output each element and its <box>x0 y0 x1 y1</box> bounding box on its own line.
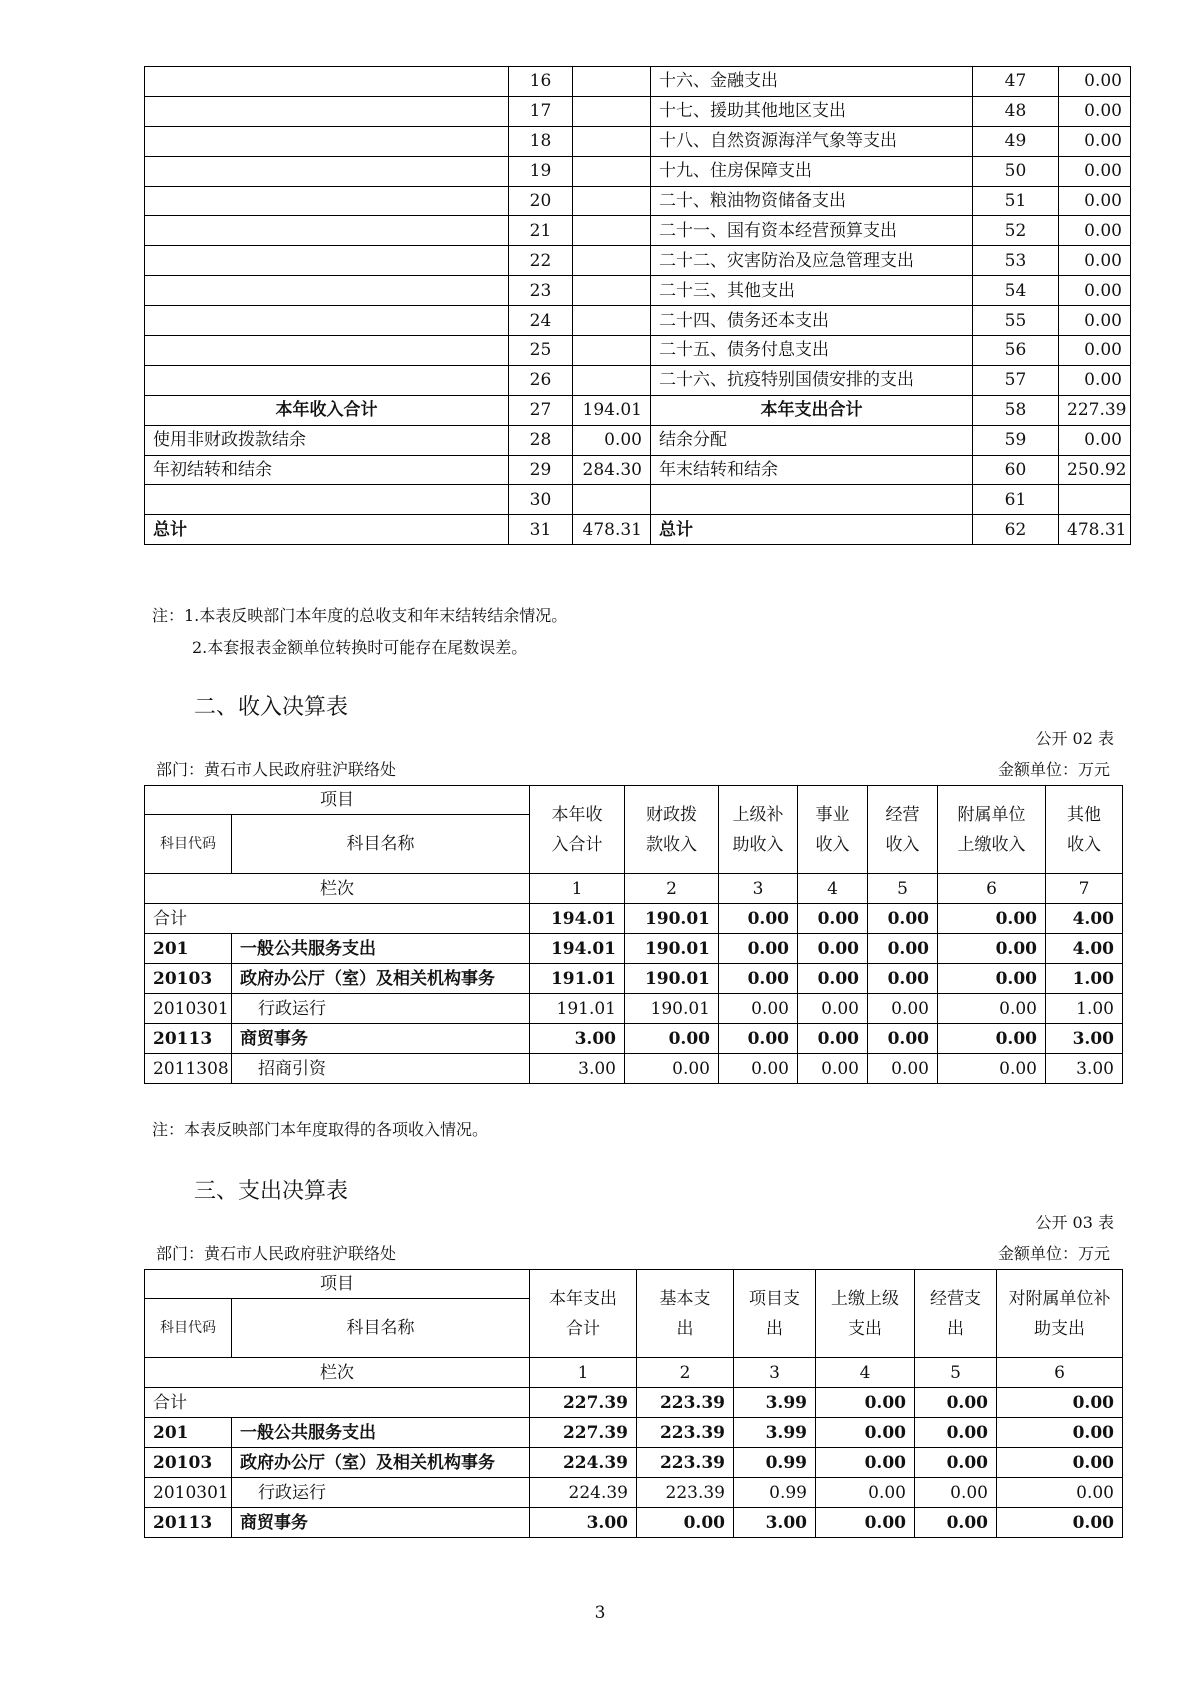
subject-code: 2011308 <box>145 1054 232 1084</box>
amount-cell: 0.00 <box>915 1418 997 1448</box>
expense-item-label: 结余分配 <box>651 425 973 455</box>
table-row <box>145 934 1123 964</box>
income-item-label <box>145 306 509 336</box>
column-header <box>816 1270 915 1358</box>
column-header-line-1: 附属单位 <box>957 804 1026 825</box>
column-number-label: 栏次 <box>145 1358 530 1388</box>
section3-title: 三、支出决算表 <box>194 1179 349 1204</box>
column-number: 2 <box>637 1358 734 1388</box>
column-header-line-2: 支出 <box>848 1318 882 1339</box>
column-header-line-1: 其他 <box>1067 804 1101 825</box>
column-header-line-2: 出 <box>676 1318 694 1339</box>
column-header-line-1: 财政拨 <box>646 804 697 825</box>
column-number-row <box>145 1358 1123 1388</box>
table-row <box>145 246 1131 276</box>
column-header <box>734 1270 816 1358</box>
income-item-label: 年初结转和结余 <box>145 455 509 485</box>
income-line-number: 30 <box>509 485 573 515</box>
expense-item-label: 二十三、其他支出 <box>651 276 973 306</box>
amount-cell: 191.01 <box>530 964 625 994</box>
table-row <box>145 1448 1123 1478</box>
amount-cell: 224.39 <box>530 1478 637 1508</box>
income-amount <box>573 126 651 156</box>
table-row <box>145 96 1131 126</box>
column-header-line-1: 基本支 <box>659 1288 711 1309</box>
expense-line-number: 51 <box>973 186 1059 216</box>
amount-cell: 3.00 <box>530 1024 625 1054</box>
column-number: 1 <box>530 874 625 904</box>
income-amount <box>573 336 651 366</box>
column-header <box>1046 786 1123 874</box>
column-number: 3 <box>719 874 798 904</box>
table-row <box>145 425 1131 455</box>
table-row <box>145 1054 1123 1084</box>
expense-amount: 0.00 <box>1059 425 1131 455</box>
income-amount: 478.31 <box>573 515 651 545</box>
table-row <box>145 156 1131 186</box>
table-row <box>145 1508 1123 1538</box>
income-line-number: 31 <box>509 515 573 545</box>
amount-cell: 0.00 <box>816 1388 915 1418</box>
expense-line-number: 47 <box>973 67 1059 97</box>
subject-code: 2010301 <box>145 1478 232 1508</box>
expense-line-number: 55 <box>973 306 1059 336</box>
amount-cell: 3.00 <box>1046 1054 1123 1084</box>
amount-cell: 0.00 <box>938 964 1046 994</box>
column-header <box>530 786 625 874</box>
amount-cell: 0.00 <box>719 964 798 994</box>
expense-item-label: 本年支出合计 <box>651 395 973 425</box>
column-header-line-2: 助收入 <box>732 834 784 855</box>
income-line-number: 18 <box>509 126 573 156</box>
expense-line-number: 50 <box>973 156 1059 186</box>
income-item-label <box>145 96 509 126</box>
amount-cell: 190.01 <box>625 994 719 1024</box>
amount-cell: 190.01 <box>625 934 719 964</box>
table-row <box>145 126 1131 156</box>
amount-cell: 223.39 <box>637 1418 734 1448</box>
amount-cell: 0.00 <box>997 1388 1123 1418</box>
subject-code: 201 <box>145 1418 232 1448</box>
column-header-line-1: 经营支 <box>930 1288 981 1309</box>
section3-department: 部门：黄石市人民政府驻沪联络处 <box>156 1244 397 1263</box>
amount-cell: 0.99 <box>734 1478 816 1508</box>
income-amount <box>573 365 651 395</box>
section2-unit: 金额单位：万元 <box>997 760 1110 779</box>
column-header-line-2: 入合计 <box>551 834 603 855</box>
amount-cell: 0.00 <box>868 1054 938 1084</box>
expense-line-number: 48 <box>973 96 1059 126</box>
amount-cell: 3.00 <box>734 1508 816 1538</box>
table-row <box>145 994 1123 1024</box>
amount-cell: 224.39 <box>530 1448 637 1478</box>
income-item-label <box>145 365 509 395</box>
column-header-line-1: 上缴上级 <box>831 1288 899 1309</box>
income-item-label <box>145 485 509 515</box>
table-row <box>145 365 1131 395</box>
expense-item-label: 二十五、债务付息支出 <box>651 336 973 366</box>
table-row <box>145 395 1131 425</box>
amount-cell: 0.00 <box>625 1054 719 1084</box>
income-item-label <box>145 216 509 246</box>
amount-cell: 0.00 <box>915 1478 997 1508</box>
expense-amount: 0.00 <box>1059 306 1131 336</box>
subject-name: 商贸事务 <box>232 1508 530 1538</box>
income-item-label <box>145 186 509 216</box>
income-line-number: 17 <box>509 96 573 126</box>
amount-cell: 0.00 <box>719 994 798 1024</box>
section2-note: 注：本表反映部门本年度取得的各项收入情况。 <box>152 1120 489 1139</box>
column-header-line-2: 收入 <box>1067 834 1101 855</box>
income-item-label <box>145 336 509 366</box>
income-item-label: 使用非财政拨款结余 <box>145 425 509 455</box>
table-row <box>145 186 1131 216</box>
subject-name: 行政运行 <box>232 1478 530 1508</box>
amount-cell: 0.00 <box>938 934 1046 964</box>
amount-cell: 3.00 <box>1046 1024 1123 1054</box>
header-subject-code: 科目代码 <box>145 1299 232 1358</box>
expense-item-label: 十七、援助其他地区支出 <box>651 96 973 126</box>
column-header-line-2: 出 <box>947 1318 964 1339</box>
expense-amount: 0.00 <box>1059 156 1131 186</box>
amount-cell: 0.00 <box>915 1388 997 1418</box>
income-amount <box>573 186 651 216</box>
amount-cell: 227.39 <box>530 1418 637 1448</box>
column-header <box>915 1270 997 1358</box>
income-amount <box>573 96 651 126</box>
income-line-number: 24 <box>509 306 573 336</box>
table-row <box>145 216 1131 246</box>
expense-line-number: 58 <box>973 395 1059 425</box>
column-header <box>719 786 798 874</box>
amount-cell: 0.00 <box>997 1418 1123 1448</box>
amount-cell: 227.39 <box>530 1388 637 1418</box>
subject-name: 政府办公厅（室）及相关机构事务 <box>232 1448 530 1478</box>
column-header <box>637 1270 734 1358</box>
amount-cell: 0.00 <box>719 1024 798 1054</box>
income-line-number: 26 <box>509 365 573 395</box>
expense-amount: 478.31 <box>1059 515 1131 545</box>
column-number: 6 <box>997 1358 1123 1388</box>
amount-cell: 0.00 <box>997 1448 1123 1478</box>
income-item-label <box>145 126 509 156</box>
expense-amount: 0.00 <box>1059 126 1131 156</box>
amount-cell: 0.00 <box>997 1508 1123 1538</box>
income-amount: 194.01 <box>573 395 651 425</box>
expense-line-number: 61 <box>973 485 1059 515</box>
income-item-label <box>145 67 509 97</box>
column-number: 5 <box>915 1358 997 1388</box>
column-header-line-2: 上缴收入 <box>957 834 1026 855</box>
amount-cell: 0.00 <box>868 934 938 964</box>
amount-cell: 0.00 <box>915 1448 997 1478</box>
expense-item-label <box>651 485 973 515</box>
column-number: 3 <box>734 1358 816 1388</box>
amount-cell: 0.00 <box>938 1024 1046 1054</box>
income-amount <box>573 216 651 246</box>
table-row <box>145 276 1131 306</box>
subject-name: 一般公共服务支出 <box>232 934 530 964</box>
column-header-line-1: 经营 <box>885 804 920 825</box>
column-number: 2 <box>625 874 719 904</box>
amount-cell: 223.39 <box>637 1448 734 1478</box>
income-line-number: 27 <box>509 395 573 425</box>
expense-line-number: 57 <box>973 365 1059 395</box>
subject-name: 行政运行 <box>232 994 530 1024</box>
column-header <box>997 1270 1123 1358</box>
table-row <box>145 455 1131 485</box>
amount-cell: 0.00 <box>719 904 798 934</box>
expense-line-number: 62 <box>973 515 1059 545</box>
subject-name: 一般公共服务支出 <box>232 1418 530 1448</box>
amount-cell: 0.00 <box>798 1024 868 1054</box>
expense-item-label: 二十六、抗疫特别国债安排的支出 <box>651 365 973 395</box>
amount-cell: 0.00 <box>719 934 798 964</box>
table-row <box>145 1388 1123 1418</box>
table-row <box>145 1478 1123 1508</box>
amount-cell: 194.01 <box>530 904 625 934</box>
column-number: 4 <box>798 874 868 904</box>
income-line-number: 29 <box>509 455 573 485</box>
table-row <box>145 67 1131 97</box>
income-amount <box>573 246 651 276</box>
expense-line-number: 59 <box>973 425 1059 455</box>
header-item: 项目 <box>145 1270 530 1299</box>
income-item-label <box>145 246 509 276</box>
income-amount <box>573 306 651 336</box>
amount-cell: 0.00 <box>997 1478 1123 1508</box>
table-row <box>145 1418 1123 1448</box>
amount-cell: 0.99 <box>734 1448 816 1478</box>
expense-amount: 0.00 <box>1059 246 1131 276</box>
income-amount <box>573 67 651 97</box>
income-line-number: 25 <box>509 336 573 366</box>
table-row <box>145 1024 1123 1054</box>
amount-cell: 223.39 <box>637 1388 734 1418</box>
income-item-label: 本年收入合计 <box>145 395 509 425</box>
income-item-label <box>145 156 509 186</box>
expense-item-label: 十九、住房保障支出 <box>651 156 973 186</box>
header-subject-name: 科目名称 <box>232 815 530 874</box>
column-number: 7 <box>1046 874 1123 904</box>
income-amount: 284.30 <box>573 455 651 485</box>
subject-code: 20113 <box>145 1508 232 1538</box>
expense-line-number: 60 <box>973 455 1059 485</box>
subject-name: 政府办公厅（室）及相关机构事务 <box>232 964 530 994</box>
amount-cell: 1.00 <box>1046 994 1123 1024</box>
expense-item-label: 二十、粮油物资储备支出 <box>651 186 973 216</box>
expense-amount <box>1059 485 1131 515</box>
expense-item-label: 二十二、灾害防治及应急管理支出 <box>651 246 973 276</box>
income-expense-summary-table <box>144 66 1131 545</box>
section2-department: 部门：黄石市人民政府驻沪联络处 <box>156 760 397 779</box>
column-header-line-1: 上级补 <box>732 804 784 825</box>
expenditure-settlement-table <box>144 1269 1123 1538</box>
table-row <box>145 306 1131 336</box>
expense-item-label: 十六、金融支出 <box>651 67 973 97</box>
header-item: 项目 <box>145 786 530 815</box>
income-line-number: 16 <box>509 67 573 97</box>
amount-cell: 190.01 <box>625 904 719 934</box>
amount-cell: 0.00 <box>816 1418 915 1448</box>
column-number: 5 <box>868 874 938 904</box>
table-row <box>145 904 1123 934</box>
subject-code: 20103 <box>145 1448 232 1478</box>
subject-code: 20113 <box>145 1024 232 1054</box>
subject-code: 201 <box>145 934 232 964</box>
income-line-number: 23 <box>509 276 573 306</box>
income-line-number: 19 <box>509 156 573 186</box>
column-header-line-2: 合计 <box>566 1318 600 1339</box>
amount-cell: 0.00 <box>798 1054 868 1084</box>
table1-note-1: 注：1.本表反映部门本年度的总收支和年末结转结余情况。 <box>152 606 568 625</box>
amount-cell: 0.00 <box>798 904 868 934</box>
column-header-line-2: 收入 <box>815 834 850 855</box>
income-line-number: 21 <box>509 216 573 246</box>
amount-cell: 0.00 <box>868 994 938 1024</box>
amount-cell: 223.39 <box>637 1478 734 1508</box>
section2-table-code: 公开 02 表 <box>1035 729 1114 748</box>
expense-line-number: 56 <box>973 336 1059 366</box>
income-amount <box>573 156 651 186</box>
column-header <box>868 786 938 874</box>
amount-cell: 3.00 <box>530 1508 637 1538</box>
page-number: 3 <box>594 1603 606 1623</box>
amount-cell: 0.00 <box>868 1024 938 1054</box>
expense-item-label: 二十一、国有资本经营预算支出 <box>651 216 973 246</box>
column-header-line-2: 款收入 <box>646 834 697 855</box>
expense-amount: 227.39 <box>1059 395 1131 425</box>
expense-line-number: 53 <box>973 246 1059 276</box>
column-number-row <box>145 874 1123 904</box>
subject-code: 2010301 <box>145 994 232 1024</box>
income-amount <box>573 276 651 306</box>
expense-amount: 250.92 <box>1059 455 1131 485</box>
expense-amount: 0.00 <box>1059 186 1131 216</box>
column-number: 1 <box>530 1358 637 1388</box>
income-settlement-table <box>144 785 1123 1084</box>
amount-cell: 0.00 <box>637 1508 734 1538</box>
section2-title: 二、收入决算表 <box>194 695 349 720</box>
table-row <box>145 515 1131 545</box>
amount-cell: 0.00 <box>625 1024 719 1054</box>
amount-cell: 0.00 <box>868 904 938 934</box>
amount-cell: 191.01 <box>530 994 625 1024</box>
column-header-line-2: 助支出 <box>1034 1318 1085 1339</box>
table-row <box>145 336 1131 366</box>
column-header-line-2: 出 <box>766 1318 783 1339</box>
column-number: 6 <box>938 874 1046 904</box>
header-subject-name: 科目名称 <box>232 1299 530 1358</box>
amount-cell: 3.00 <box>530 1054 625 1084</box>
income-line-number: 22 <box>509 246 573 276</box>
amount-cell: 0.00 <box>938 904 1046 934</box>
amount-cell: 3.99 <box>734 1418 816 1448</box>
expense-line-number: 52 <box>973 216 1059 246</box>
amount-cell: 0.00 <box>868 964 938 994</box>
column-number: 4 <box>816 1358 915 1388</box>
column-header-line-1: 对附属单位补 <box>1008 1288 1111 1309</box>
expense-amount: 0.00 <box>1059 67 1131 97</box>
column-header-line-1: 本年支出 <box>549 1288 617 1309</box>
section3-table-code: 公开 03 表 <box>1035 1213 1114 1232</box>
table-row <box>145 964 1123 994</box>
section3-unit: 金额单位：万元 <box>997 1244 1110 1263</box>
expense-amount: 0.00 <box>1059 365 1131 395</box>
expense-amount: 0.00 <box>1059 216 1131 246</box>
expense-line-number: 54 <box>973 276 1059 306</box>
column-header-line-1: 项目支 <box>749 1288 800 1309</box>
amount-cell: 0.00 <box>816 1508 915 1538</box>
table-row <box>145 485 1131 515</box>
column-header-line-2: 收入 <box>885 834 920 855</box>
amount-cell: 0.00 <box>915 1508 997 1538</box>
expense-amount: 0.00 <box>1059 96 1131 126</box>
subject-name: 招商引资 <box>232 1054 530 1084</box>
column-header-line-1: 事业 <box>815 804 850 825</box>
amount-cell: 194.01 <box>530 934 625 964</box>
expense-item-label: 总计 <box>651 515 973 545</box>
amount-cell: 0.00 <box>719 1054 798 1084</box>
expense-item-label: 年末结转和结余 <box>651 455 973 485</box>
income-amount <box>573 485 651 515</box>
amount-cell: 3.99 <box>734 1388 816 1418</box>
amount-cell: 0.00 <box>938 1054 1046 1084</box>
subject-code: 20103 <box>145 964 232 994</box>
amount-cell: 4.00 <box>1046 904 1123 934</box>
expense-amount: 0.00 <box>1059 276 1131 306</box>
column-number-label: 栏次 <box>145 874 530 904</box>
income-item-label <box>145 276 509 306</box>
column-header-line-1: 本年收 <box>551 804 603 825</box>
income-amount: 0.00 <box>573 425 651 455</box>
column-header <box>938 786 1046 874</box>
table-header-row <box>145 1270 1123 1299</box>
amount-cell: 4.00 <box>1046 934 1123 964</box>
expense-line-number: 49 <box>973 126 1059 156</box>
column-header <box>530 1270 637 1358</box>
table-header-row <box>145 786 1123 815</box>
income-line-number: 28 <box>509 425 573 455</box>
table1-note-2: 2.本套报表金额单位转换时可能存在尾数误差。 <box>192 638 528 657</box>
amount-cell: 0.00 <box>816 1448 915 1478</box>
amount-cell: 0.00 <box>938 994 1046 1024</box>
amount-cell: 0.00 <box>798 994 868 1024</box>
expense-item-label: 二十四、债务还本支出 <box>651 306 973 336</box>
subject-code: 合计 <box>145 1388 530 1418</box>
column-header <box>625 786 719 874</box>
expense-amount: 0.00 <box>1059 336 1131 366</box>
income-line-number: 20 <box>509 186 573 216</box>
amount-cell: 0.00 <box>798 934 868 964</box>
amount-cell: 190.01 <box>625 964 719 994</box>
income-item-label: 总计 <box>145 515 509 545</box>
subject-code: 合计 <box>145 904 530 934</box>
amount-cell: 1.00 <box>1046 964 1123 994</box>
header-subject-code: 科目代码 <box>145 815 232 874</box>
amount-cell: 0.00 <box>816 1478 915 1508</box>
column-header <box>798 786 868 874</box>
expense-item-label: 十八、自然资源海洋气象等支出 <box>651 126 973 156</box>
amount-cell: 0.00 <box>798 964 868 994</box>
subject-name: 商贸事务 <box>232 1024 530 1054</box>
